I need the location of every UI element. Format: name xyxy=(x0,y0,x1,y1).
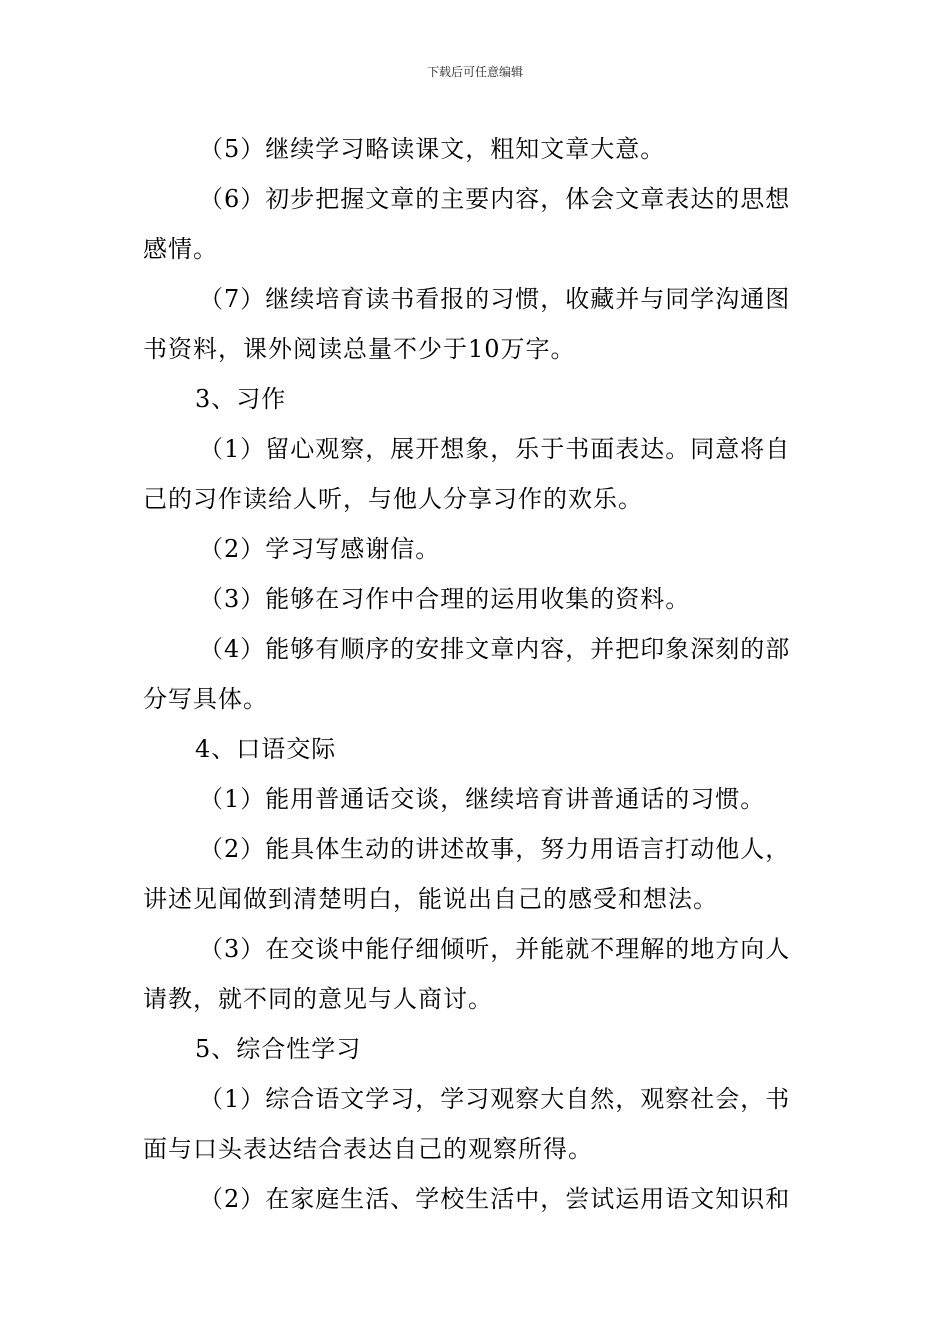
page-header-note: 下载后可任意编辑 xyxy=(426,65,523,79)
section-heading-comprehensive: 5、综合性学习 xyxy=(195,1035,362,1063)
paragraph-item-5: （5）继续学习略读课文，粗知文章大意。 xyxy=(199,135,666,163)
document-body xyxy=(143,124,809,1224)
paragraph-oral-3: （3）在交谈中能仔细倾听，并能就不理解的地方向人请教，就不同的意见与人商讨。 xyxy=(143,935,791,1013)
paragraph-comprehensive-2: （2）在家庭生活、学校生活中，尝试运用语文知识和 xyxy=(199,1185,791,1213)
paragraph-writing-3: （3）能够在习作中合理的运用收集的资料。 xyxy=(199,585,691,613)
paragraph-oral-2: （2）能具体生动的讲述故事，努力用语言打动他人，讲述见闻做到清楚明白，能说出自己的感受和想法。 xyxy=(143,835,791,913)
paragraph-oral-1: （1）能用普通话交谈，继续培育讲普通话的习惯。 xyxy=(199,785,766,813)
paragraph-writing-1: （1）留心观察，展开想象，乐于书面表达。同意将自己的习作读给人听，与他人分享习作的欢乐。 xyxy=(143,435,791,513)
section-heading-oral: 4、口语交际 xyxy=(195,735,337,763)
section-heading-writing: 3、习作 xyxy=(195,385,287,413)
paragraph-item-7: （7）继续培育读书看报的习惯，收藏并与同学沟通图书资料，课外阅读总量不少于10万字。 xyxy=(143,285,791,363)
paragraph-item-6: （6）初步把握文章的主要内容，体会文章表达的思想感情。 xyxy=(143,185,791,263)
paragraph-writing-4: （4）能够有顺序的安排文章内容，并把印象深刻的部分写具体。 xyxy=(143,635,791,713)
paragraph-comprehensive-1: （1）综合语文学习，学习观察大自然，观察社会，书面与口头表达结合表达自己的观察所得。 xyxy=(143,1085,791,1163)
paragraph-writing-2: （2）学习写感谢信。 xyxy=(199,535,441,563)
